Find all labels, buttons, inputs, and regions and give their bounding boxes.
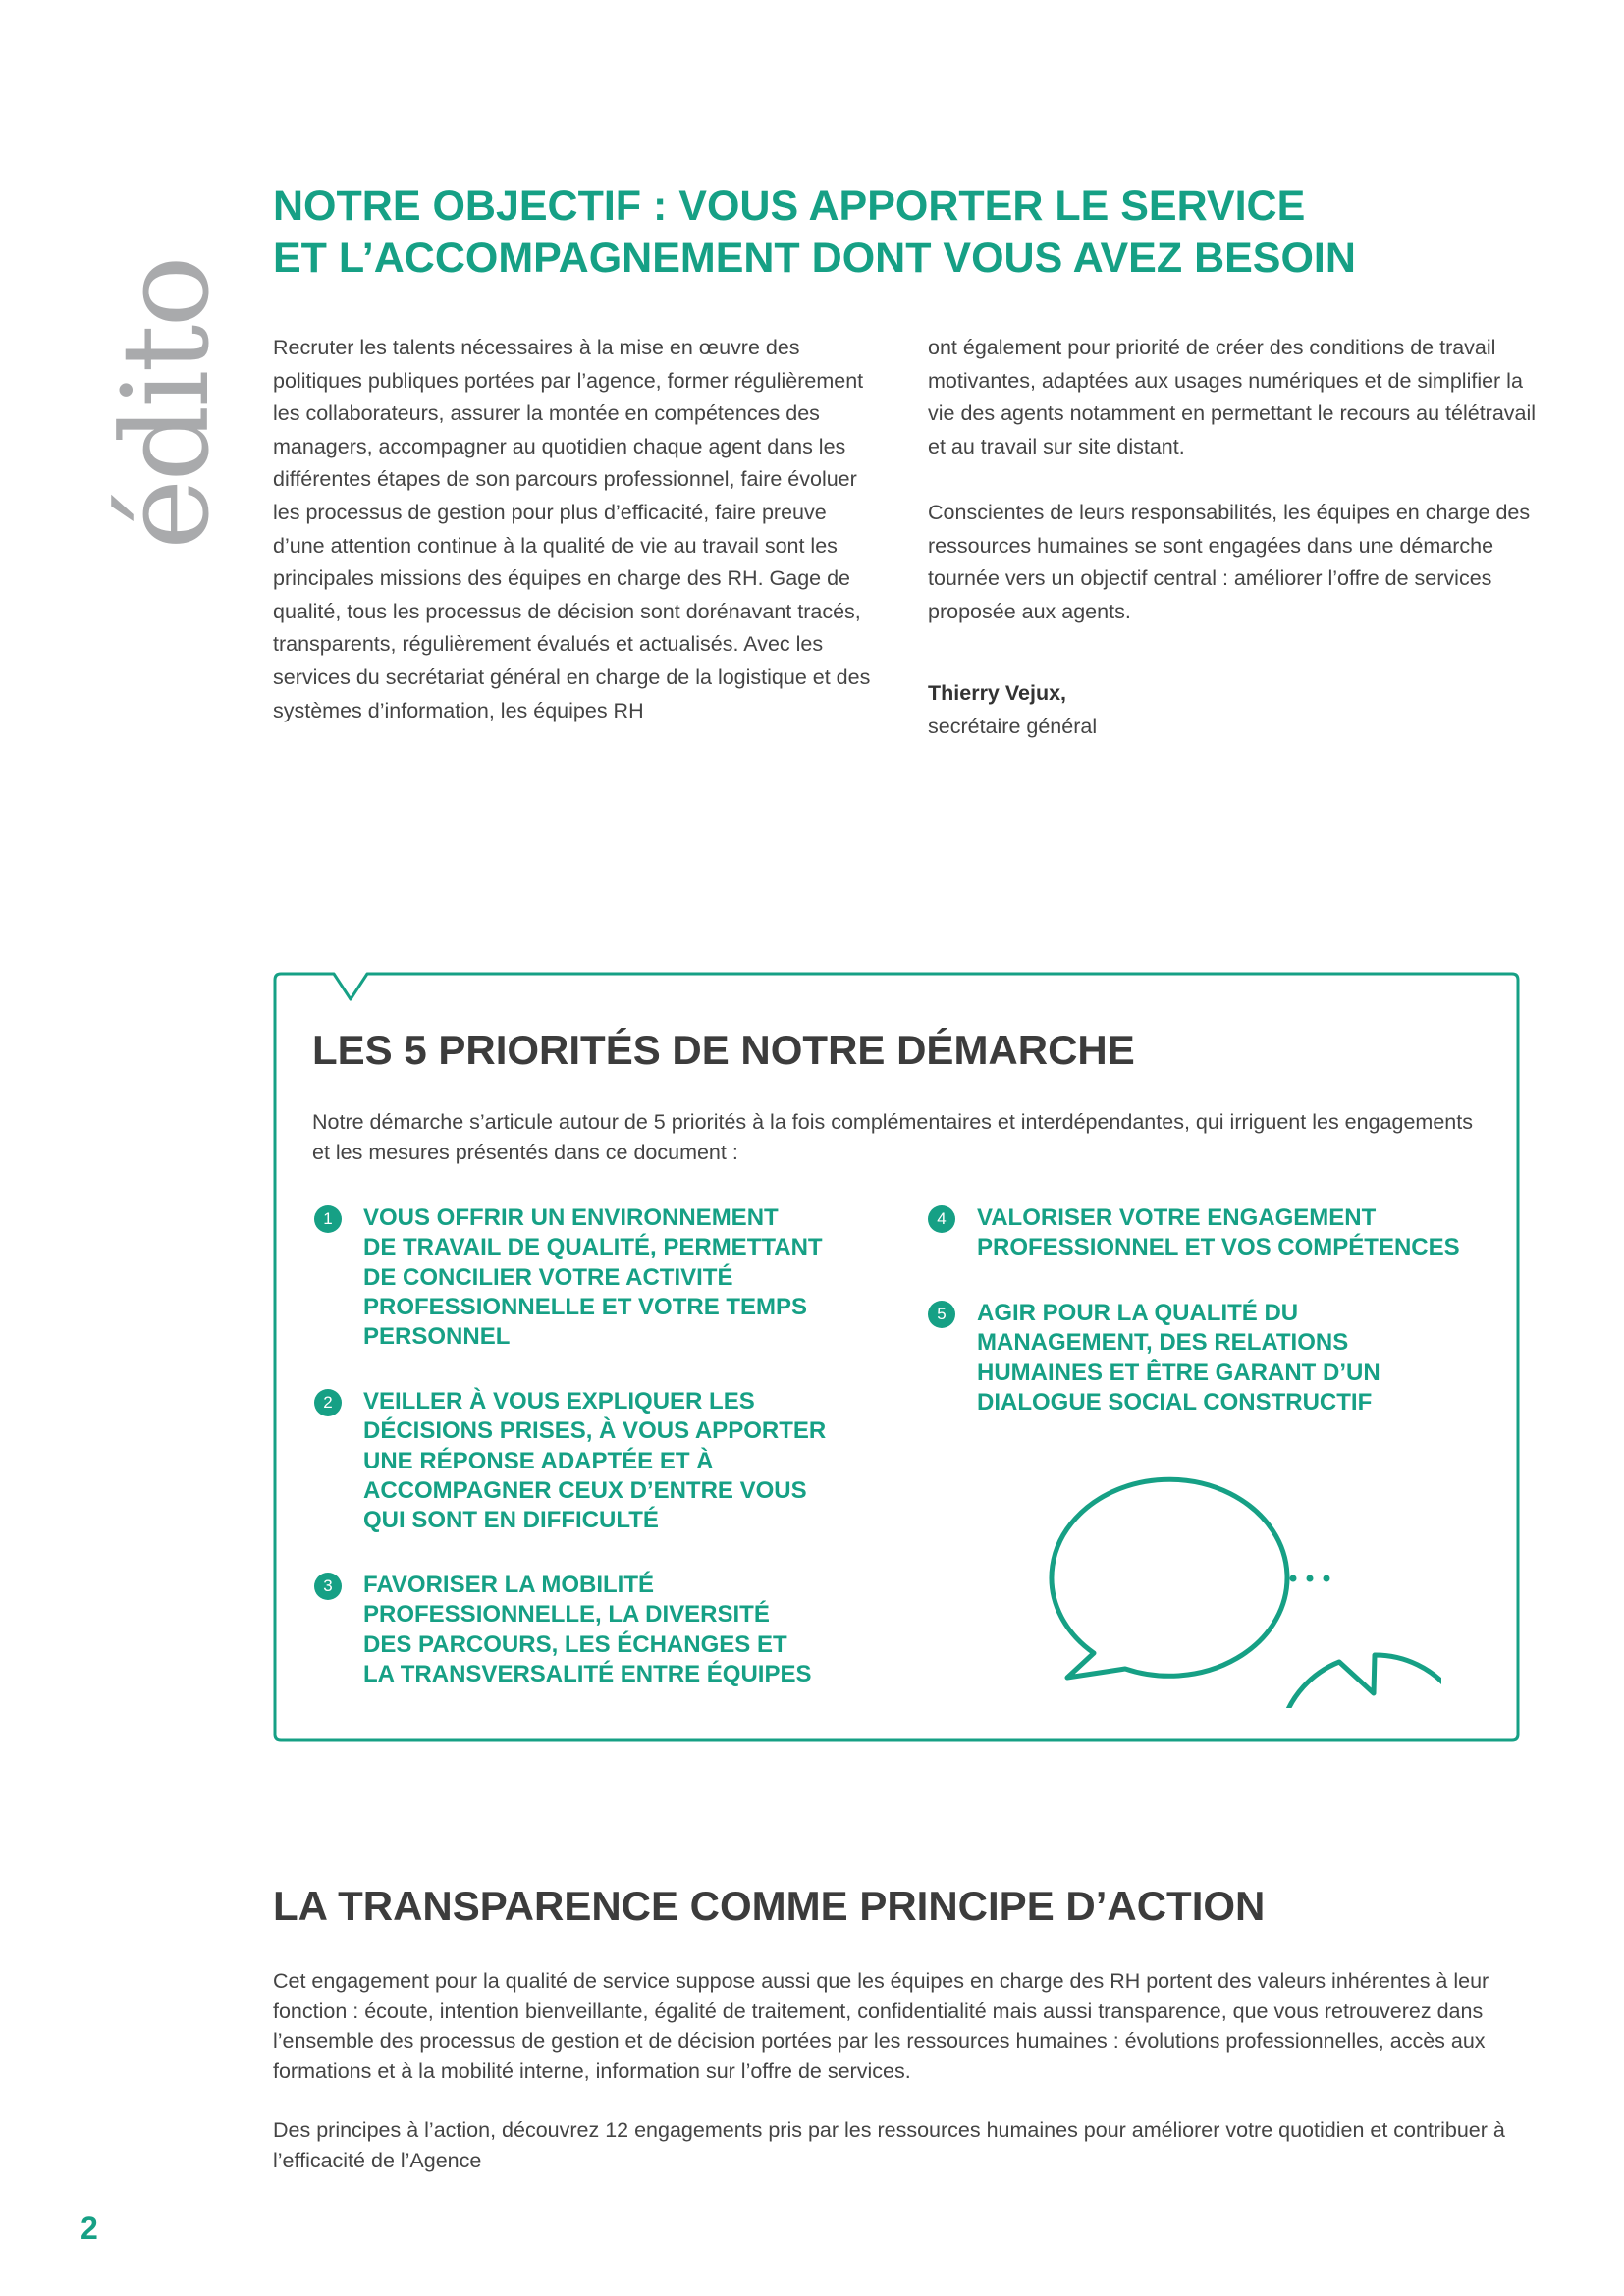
priority-line: PROFESSIONNELLE, LA DIVERSITÉ: [363, 1601, 770, 1629]
page-title-line-1: NOTRE OBJECTIF : VOUS APPORTER LE SERVICE: [273, 183, 1306, 230]
priority-line: VOUS OFFRIR UN ENVIRONNEMENT: [363, 1204, 779, 1231]
priority-number-badge: 4: [928, 1205, 955, 1233]
priority-item-4: [928, 1203, 1460, 1263]
priority-number-badge: 2: [314, 1389, 342, 1416]
priority-line: AGIR POUR LA QUALITÉ DU: [977, 1300, 1299, 1326]
priority-line: DIALOGUE SOCIAL CONSTRUCTIF: [977, 1388, 1373, 1415]
priority-line: LA TRANSVERSALITÉ ENTRE ÉQUIPES: [363, 1660, 812, 1687]
priority-line: HUMAINES ET ÊTRE GARANT D’UN: [977, 1359, 1380, 1386]
priority-number-badge: 5: [928, 1301, 955, 1328]
signature-role: secrétaire général: [928, 714, 1098, 738]
priority-line: UNE RÉPONSE ADAPTÉE ET À: [363, 1447, 714, 1474]
signature-name: Thierry Vejux,: [928, 681, 1067, 706]
transparence-body: [273, 1966, 1540, 2175]
priority-line: ACCOMPAGNER CEUX D’ENTRE VOUS: [363, 1476, 807, 1504]
priority-number-badge: 1: [314, 1205, 342, 1233]
priority-item-2: [314, 1387, 826, 1535]
page-title: [273, 181, 1549, 285]
transparence-paragraph-1: Cet engagement pour la qualité de service suppose aussi que les équipes en charge des RH portent des valeurs inhérentes à leur fonction : écoute, intention bienveillante, égalité de traitement, confidentialité mais aussi transparence, que vous retrouverez dans l’ensemble des processus de gestion et de décision portées par les ressources humaines : évolutions professionnelles, accès aux formations et à la mobilité interne, information sur l’offre de services.: [273, 1969, 1489, 2083]
edito-column-left: [273, 332, 882, 727]
priorities-title: LES 5 PRIORITÉS DE NOTRE DÉMARCHE: [312, 1027, 1135, 1073]
priority-item-3: [314, 1571, 812, 1689]
priority-line: VALORISER VOTRE ENGAGEMENT: [977, 1204, 1377, 1231]
priorities-box: [273, 972, 1520, 1742]
priority-text: [363, 1203, 823, 1352]
speech-bubbles-icon: [1009, 1433, 1441, 1708]
priority-line: DE TRAVAIL DE QUALITÉ, PERMETTANT: [363, 1234, 823, 1261]
priorities-intro: Notre démarche s’articule autour de 5 priorités à la fois complémentaires et interdépendantes, qui irriguent les engagements et les mesures présentés dans ce document :: [312, 1110, 1473, 1164]
edito-side-label: édito: [96, 258, 236, 550]
priority-line: PROFESSIONNELLE ET VOTRE TEMPS: [363, 1293, 808, 1320]
edito-paragraph-2: Conscientes de leurs responsabilités, les équipes en charge des ressources humaines se sont engagées dans une démarche tournée vers un objectif central : améliorer l’offre de services proposée aux agents.: [928, 500, 1531, 623]
priority-line: FAVORISER LA MOBILITÉ: [363, 1572, 655, 1598]
priority-text: [363, 1387, 826, 1535]
priority-line: VEILLER À VOUS EXPLIQUER LES: [363, 1388, 755, 1415]
priority-line: DÉCISIONS PRISES, À VOUS APPORTER: [363, 1417, 827, 1445]
priority-line: PROFESSIONNEL ET VOS COMPÉTENCES: [977, 1234, 1460, 1261]
transparence-paragraph-2: Des principes à l’action, découvrez 12 engagements pris par les ressources humaines pour améliorer votre quotidien et contribuer à l’efficacité de l’Agence: [273, 2118, 1505, 2172]
priority-text: [363, 1571, 812, 1689]
edito-column-right: [928, 332, 1542, 744]
priority-line: PERSONNEL: [363, 1323, 511, 1351]
priority-line: DE CONCILIER VOTRE ACTIVITÉ: [363, 1263, 733, 1291]
signature: [928, 677, 1542, 743]
priority-line: DES PARCOURS, LES ÉCHANGES ET: [363, 1630, 787, 1658]
priority-line: MANAGEMENT, DES RELATIONS: [977, 1329, 1349, 1357]
page-title-line-2: ET L’ACCOMPAGNEMENT DONT VOUS AVEZ BESOIN: [273, 235, 1356, 282]
edito-paragraph-1-part-1: Recruter les talents nécessaires à la mise en œuvre des politiques publiques portées par l’agence, former régulièrement les collaborateurs, assurer la montée en compétences des managers, accompagner au quotidien chaque agent dans les différentes étapes de son parcours professionnel, faire évoluer les processus de gestion pour plus d’efficacité, faire preuve d’une attention continue à la qualité de vie au travail sont les principales missions des équipes en charge des RH. Gage de qualité, tous les processus de décision sont dorénavant tracés, transparents, régulièrement évalués et actualisés. Avec les services du secrétariat général en charge de la logistique et des systèmes d’information, les équipes RH: [273, 336, 871, 722]
priority-text: [977, 1203, 1460, 1263]
transparence-title: LA TRANSPARENCE COMME PRINCIPE D’ACTION: [273, 1883, 1266, 1929]
priority-line: QUI SONT EN DIFFICULTÉ: [363, 1507, 659, 1534]
edito-paragraph-1-part-2: ont également pour priorité de créer des conditions de travail motivantes, adaptées aux usages numériques et de simplifier la vie des agents notamment en permettant le recours au télétravail et au travail sur site distant.: [928, 336, 1537, 458]
priority-text: [977, 1299, 1380, 1417]
priority-item-5: [928, 1299, 1380, 1417]
page-number: 2: [81, 2211, 98, 2246]
priority-item-1: [314, 1203, 823, 1352]
priority-number-badge: 3: [314, 1573, 342, 1600]
